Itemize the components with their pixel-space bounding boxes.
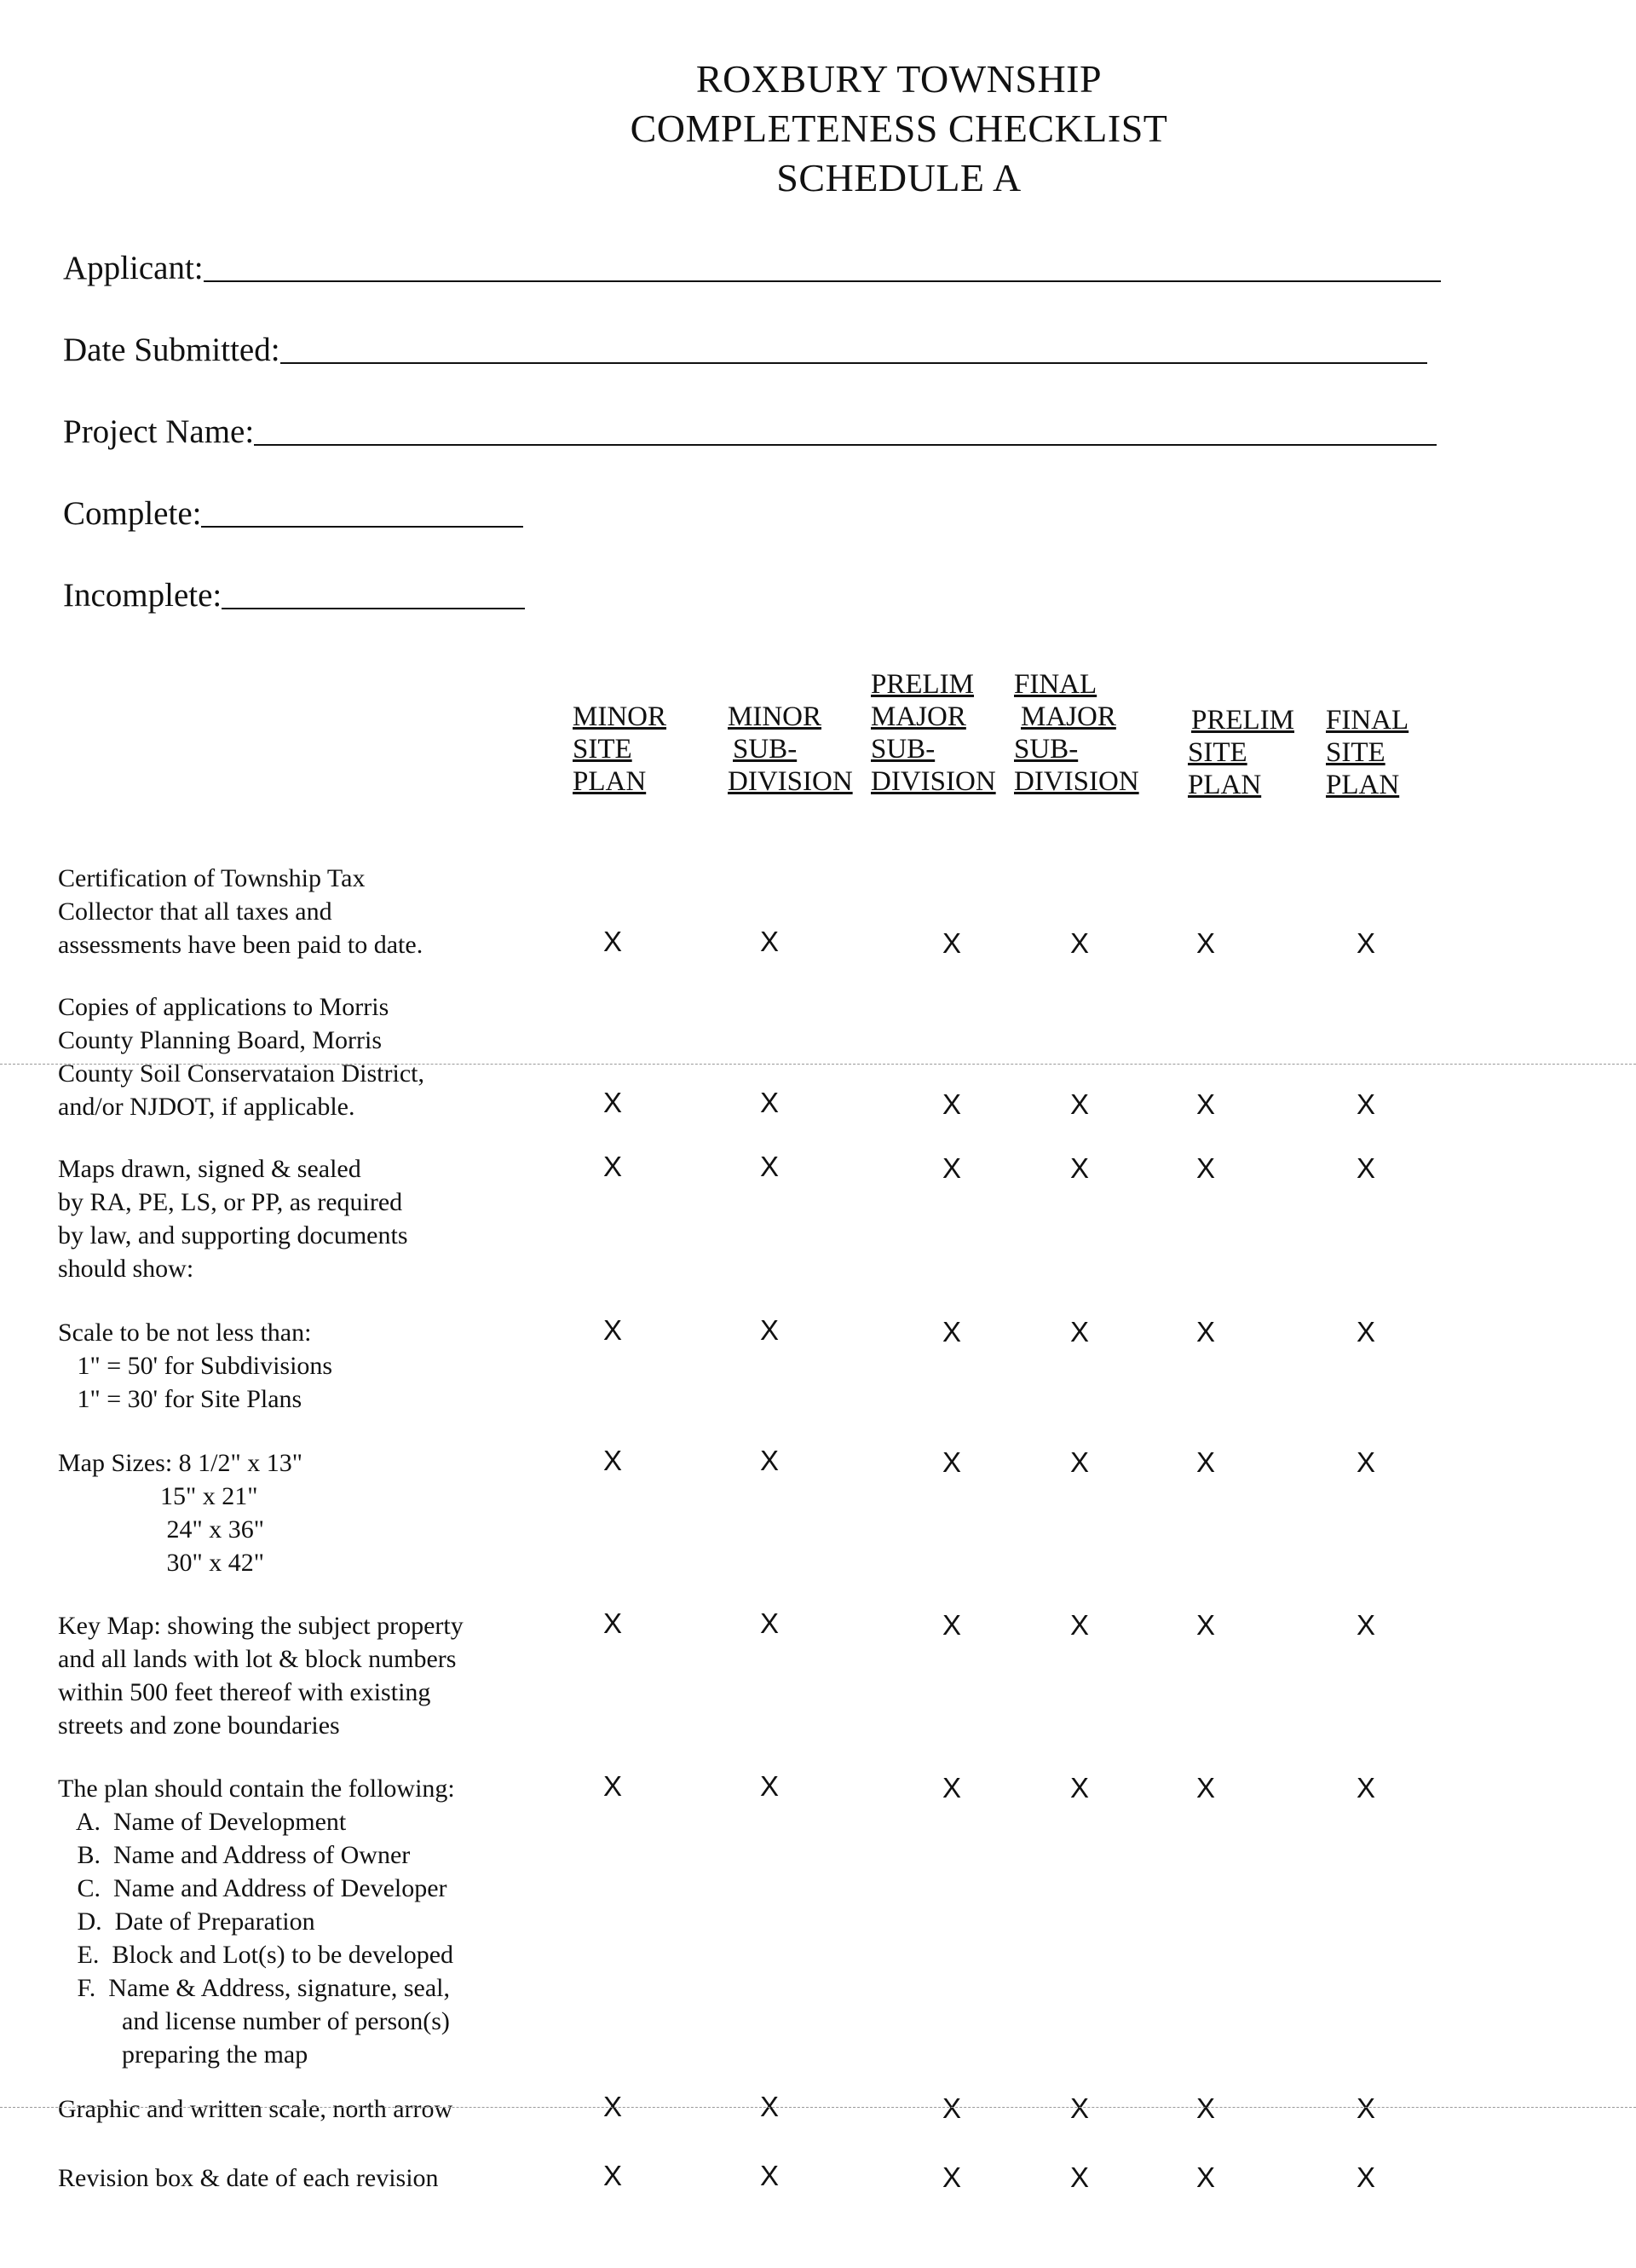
checkmark-x: X [1070,1088,1090,1120]
checklist-item-line: F. Name & Address, signature, seal, [58,1974,451,2002]
checklist-item-line: 15" x 21" [58,1482,258,1510]
checklist-item-line: Certification of Township Tax [58,864,366,892]
project-name-label: Project Name: [63,413,255,450]
column-header-line: MAJOR [1021,701,1116,732]
column-header-minor-subdivision [728,668,853,798]
applicant-label: Applicant: [63,250,204,286]
column-header-prelim-site-plan [1188,672,1294,801]
checkmark-x: X [760,1151,780,1182]
checklist-item-text [58,2092,452,2126]
checklist-item-line: by law, and supporting documents [58,1221,408,1249]
checkmark-x: X [1070,1316,1090,1348]
column-header-final-site-plan [1326,672,1408,801]
checkmark-x: X [603,1607,623,1639]
checklist-item-line: Graphic and written scale, north arrow [58,2095,453,2123]
checkmark-x: X [1196,1772,1216,1803]
checklist-item-line: should show: [58,1255,194,1283]
checklist-item-line: and/or NJDOT, if applicable. [58,1093,355,1121]
date-submitted-input-line[interactable] [280,362,1427,364]
column-header-prelim-major-subdivision [871,668,996,798]
complete-label: Complete: [63,495,202,532]
complete-field [63,494,523,533]
checkmark-x: X [1196,927,1216,959]
checkmark-x: X [1357,1772,1376,1803]
checkmark-x: X [603,1151,623,1182]
checkmark-x: X [942,1088,962,1120]
checkmark-x: X [942,1772,962,1803]
checklist-item-line: Collector that all taxes and [58,897,332,926]
title-line-1: ROXBURY TOWNSHIP [695,57,1103,101]
checklist-item-text [58,1152,408,1285]
applicant-field [63,249,1441,287]
scan-divider-line [0,1064,1636,1065]
checklist-item-line: A. Name of Development [58,1808,347,1836]
checkmark-x: X [760,926,780,957]
checkmark-x: X [942,2092,962,2124]
incomplete-label: Incomplete: [63,577,222,614]
project-name-input-line[interactable] [254,444,1437,446]
checklist-item-text [58,1772,455,2071]
checkmark-x: X [760,1087,780,1118]
checklist-item-line: C. Name and Address of Developer [58,1874,447,1902]
checklist-item-line: and all lands with lot & block numbers [58,1645,457,1673]
checklist-item-line: Copies of applications to Morris [58,993,389,1021]
checkmark-x: X [1357,1446,1376,1478]
checklist-item-line: and license number of person(s) [58,2007,450,2035]
checkmark-x: X [1070,1446,1090,1478]
checklist-item-line: County Planning Board, Morris [58,1026,382,1054]
checkmark-x: X [1196,1088,1216,1120]
title-line-2: COMPLETENESS CHECKLIST [630,107,1168,150]
column-header-line: PLAN [1188,770,1262,800]
checkmark-x: X [942,1446,962,1478]
column-header-line: FINAL [1326,705,1409,736]
column-header-line: PRELIM [871,669,975,700]
checklist-item-line: Maps drawn, signed & sealed [58,1155,361,1183]
column-header-line: PLAN [1326,770,1400,800]
checklist-item-text [58,1609,464,1742]
checklist-item-line: 1" = 50' for Subdivisions [58,1352,333,1380]
checklist-item-line: 24" x 36" [58,1515,264,1544]
date-submitted-field [63,331,1427,369]
checklist-item-text [58,862,423,961]
checkmark-x: X [1357,2092,1376,2124]
column-header-line: PLAN [573,766,647,797]
column-header-line: MINOR [573,701,667,732]
checkmark-x: X [942,1152,962,1184]
checkmark-x: X [1357,1152,1376,1184]
checkmark-x: X [1357,1088,1376,1120]
column-header-line [728,668,853,701]
checklist-item-line: Key Map: showing the subject property [58,1612,464,1640]
checkmark-x: X [942,927,962,959]
checkmark-x: X [942,2161,962,2193]
checkmark-x: X [760,1314,780,1346]
column-header-line: SUB- [871,734,936,765]
checkmark-x: X [942,1316,962,1348]
checkmark-x: X [1357,1316,1376,1348]
checklist-item-text [58,2161,439,2195]
checklist-item-line: D. Date of Preparation [58,1907,315,1936]
column-header-line: DIVISION [871,766,996,797]
applicant-input-line[interactable] [204,280,1441,282]
checkmark-x: X [1196,1316,1216,1348]
checklist-item-line: 30" x 42" [58,1549,264,1577]
checkmark-x: X [603,1445,623,1476]
checkmark-x: X [603,1087,623,1118]
column-header-line: DIVISION [728,766,853,797]
column-header-line [573,668,666,701]
checklist-item-line: streets and zone boundaries [58,1711,340,1740]
date-submitted-label: Date Submitted: [63,332,280,368]
checkmark-x: X [760,1770,780,1802]
column-header-final-major-subdivision [1014,668,1139,798]
checklist-item-line: E. Block and Lot(s) to be developed [58,1941,454,1969]
column-header-line: MINOR [728,701,822,732]
checkmark-x: X [1196,1446,1216,1478]
checkmark-x: X [1357,2161,1376,2193]
checkmark-x: X [1070,1772,1090,1803]
checklist-item-line: Map Sizes: 8 1/2" x 13" [58,1449,302,1477]
checkmark-x: X [603,1314,623,1346]
checkmark-x: X [1070,1609,1090,1641]
column-header-line: FINAL [1014,669,1097,700]
checklist-item-line: assessments have been paid to date. [58,931,423,959]
column-header-line: SITE [573,734,632,765]
checklist-item-text [58,1316,332,1416]
checkmark-x: X [1070,927,1090,959]
checkmark-x: X [1070,2161,1090,2193]
incomplete-field [63,576,525,615]
checkmark-x: X [1196,2092,1216,2124]
scan-divider-line [0,2107,1636,2108]
checkmark-x: X [1357,1609,1376,1641]
checklist-item-line: County Soil Conservataion District, [58,1059,424,1088]
column-header-line: SITE [1188,737,1247,768]
column-header-line: SUB- [1014,734,1079,765]
checklist-item-text [58,1446,302,1579]
column-header-line: SITE [1326,737,1385,768]
document-title [0,55,1636,203]
checkmark-x: X [603,2160,623,2191]
checklist-item-line: B. Name and Address of Owner [58,1841,411,1869]
checkmark-x: X [1196,1152,1216,1184]
column-header-line: SUB- [733,734,798,765]
column-header-line: PRELIM [1191,705,1295,736]
checklist-item-text [58,990,424,1123]
checkmark-x: X [760,1445,780,1476]
checkmark-x: X [760,1607,780,1639]
checklist-item-line: The plan should contain the following: [58,1775,455,1803]
title-line-3: SCHEDULE A [776,156,1022,199]
checklist-item-line: within 500 feet thereof with existing [58,1678,431,1706]
checklist-item-line: preparing the map [58,2040,308,2069]
column-header-minor-site-plan [573,668,666,798]
checklist-item-line: 1" = 30' for Site Plans [58,1385,302,1413]
incomplete-input-line[interactable] [222,608,525,609]
checklist-item-line: by RA, PE, LS, or PP, as required [58,1188,403,1216]
column-header-line [1188,672,1294,704]
checklist-item-line: Scale to be not less than: [58,1319,312,1347]
checkmark-x: X [942,1609,962,1641]
project-name-field [63,413,1437,451]
checkmark-x: X [1070,1152,1090,1184]
checkmark-x: X [1357,927,1376,959]
checkmark-x: X [760,2091,780,2122]
complete-input-line[interactable] [201,526,523,528]
checkmark-x: X [1196,2161,1216,2193]
checkmark-x: X [1070,2092,1090,2124]
checkmark-x: X [760,2160,780,2191]
column-header-line: MAJOR [871,701,966,732]
checkmark-x: X [603,2091,623,2122]
column-header-line [1326,672,1408,704]
checklist-item-line: Revision box & date of each revision [58,2164,439,2192]
checkmark-x: X [603,1770,623,1802]
checkmark-x: X [603,926,623,957]
column-header-line: DIVISION [1014,766,1139,797]
checkmark-x: X [1196,1609,1216,1641]
